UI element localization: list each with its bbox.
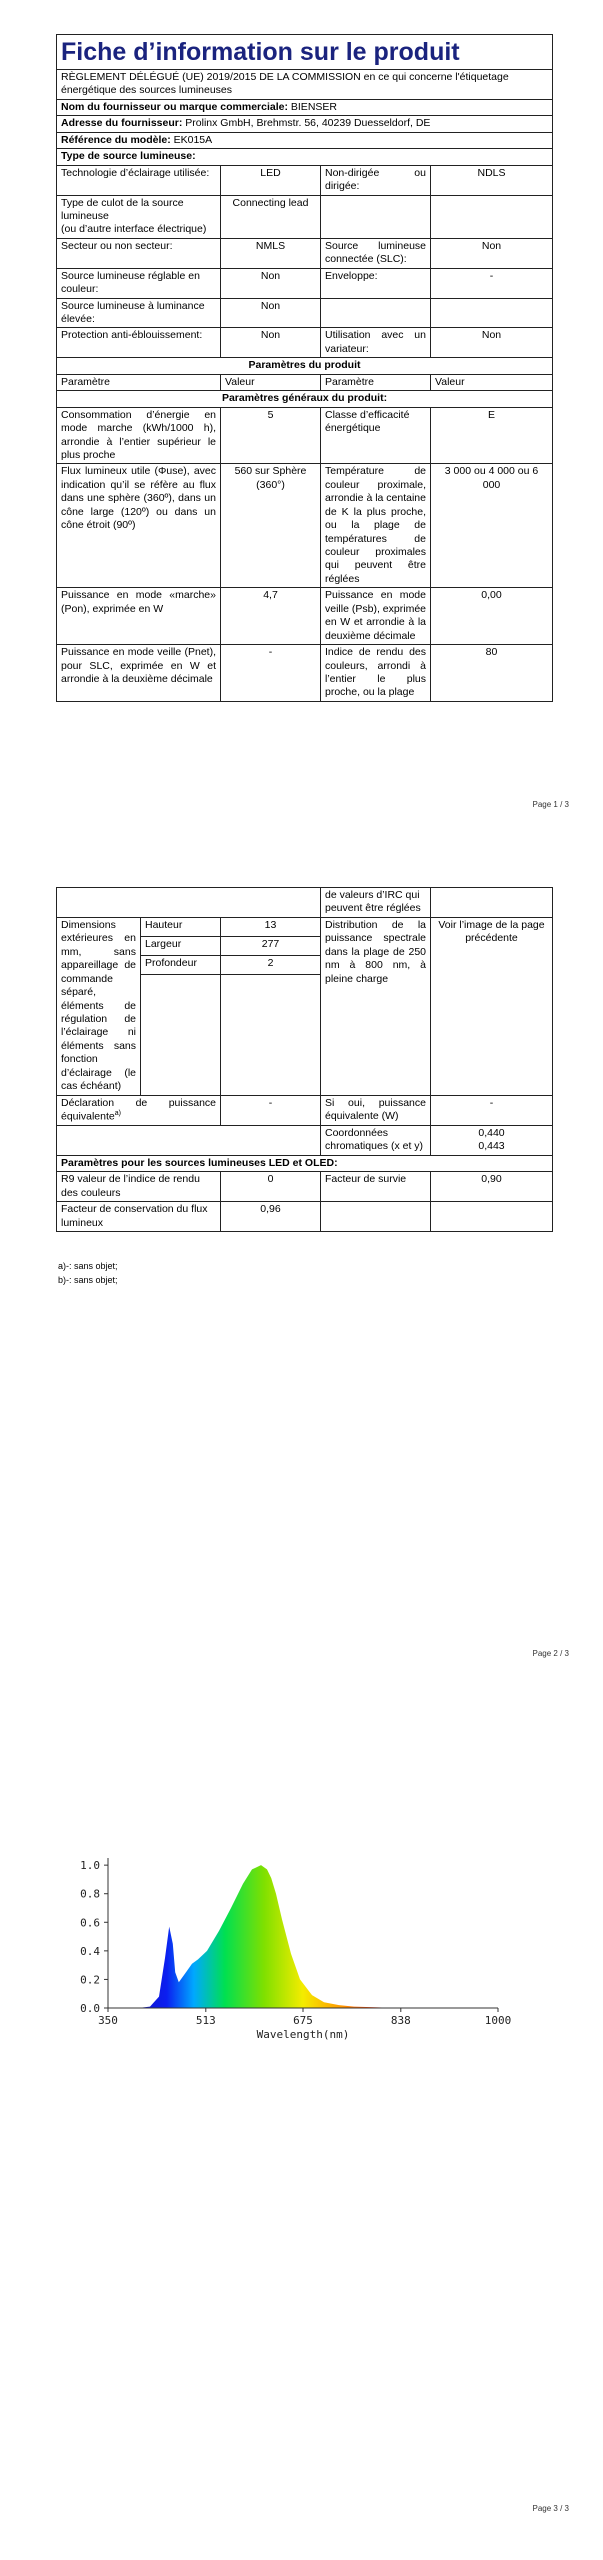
flux-label: Flux lumineux utile (Φuse), avec indication qu’il se réfère au flux dans une sphère (360º), dans un cône large (120º) ou dans un cône étroit (90º) xyxy=(57,464,221,588)
x-axis-label: Wavelength(nm) xyxy=(256,2028,350,2041)
power-on-label: Puissance en mode «marche» (Pon), exprimée en W xyxy=(57,588,221,645)
efficiency-label: Classe d’efficacité énergétique xyxy=(321,407,431,464)
footnote-a: a)-: sans objet; xyxy=(58,1261,118,1271)
depth-value: 2 xyxy=(221,955,321,974)
col-param-header: Paramètre xyxy=(321,374,431,390)
lumen-maintenance-label: Facteur de conservation du flux lumineux xyxy=(57,1202,221,1232)
dimensions-label: Dimensions extérieures en mm, sans appareillage de commande séparé, éléments de régulation de l’éclairage ni éléments sans fonction d’éclairage (le cas échéant) xyxy=(57,917,141,1095)
tech-label: Technologie d’éclairage utilisée: xyxy=(57,165,221,195)
cct-value: 3 000 ou 4 000 ou 6 000 xyxy=(431,464,553,588)
depth-label: Profondeur xyxy=(141,955,221,974)
col-value-header: Valeur xyxy=(221,374,321,390)
page-3 xyxy=(0,1706,603,2560)
envelope-value: - xyxy=(431,268,553,298)
energy-value: 5 xyxy=(221,407,321,464)
empty-cell xyxy=(431,888,553,918)
anti-glare-label: Protection anti-éblouissement: xyxy=(57,328,221,358)
empty-cell xyxy=(321,298,431,328)
model-label: Référence du modèle: xyxy=(61,133,171,146)
cap-label-cell xyxy=(57,195,221,238)
page-1 xyxy=(0,0,603,853)
cri-label-continued: de valeurs d’IRC qui peuvent être réglées xyxy=(321,888,431,918)
chromaticity-x: 0,440 xyxy=(478,1126,505,1139)
x-tick-label: 1000 xyxy=(484,2014,512,2027)
width-label: Largeur xyxy=(141,936,221,955)
dimmer-value: Non xyxy=(431,328,553,358)
model-row xyxy=(57,132,553,148)
colour-tunable-value: Non xyxy=(221,268,321,298)
info-table-part-2 xyxy=(56,887,553,1232)
width-value: 277 xyxy=(221,936,321,955)
height-label: Hauteur xyxy=(141,917,221,936)
equivalent-watt-label: Si oui, puissance équivalente (W) xyxy=(321,1095,431,1125)
cap-value: Connecting lead xyxy=(221,195,321,238)
source-type-heading: Type de source lumineuse: xyxy=(57,149,553,165)
survival-value: 0,90 xyxy=(431,1172,553,1202)
cri-label: Indice de rendu des couleurs, arrondi à l’entier le plus proche, ou la plage xyxy=(321,645,431,702)
params-heading: Paramètres du produit xyxy=(57,358,553,374)
r9-value: 0 xyxy=(221,1172,321,1202)
empty-cell xyxy=(431,298,553,328)
col-param-header: Paramètre xyxy=(57,374,221,390)
chromaticity-label: Coordonnées chromatiques (x et y) xyxy=(321,1125,431,1155)
chromaticity-value xyxy=(431,1125,553,1155)
lumen-maintenance-value: 0,96 xyxy=(221,1202,321,1232)
y-tick-label: 0.0 xyxy=(80,2002,100,2015)
model-value: EK015A xyxy=(173,133,213,146)
dimmer-label: Utilisation avec un variateur: xyxy=(321,328,431,358)
cct-label: Température de couleur proximale, arrondie à la centaine de K la plus proche, ou la plage de températures de couleur proximales qui peuvent être réglées xyxy=(321,464,431,588)
general-params-heading: Paramètres généraux du produit: xyxy=(57,391,553,407)
flux-value: 560 sur Sphère (360°) xyxy=(221,464,321,588)
empty-cell xyxy=(57,1125,321,1155)
supplier-name-row xyxy=(57,99,553,115)
efficiency-value: E xyxy=(431,407,553,464)
equivalent-power-text: Déclaration de puissance équivalente xyxy=(61,1096,216,1123)
empty-cell xyxy=(321,1202,431,1232)
anti-glare-value: Non xyxy=(221,328,321,358)
r9-label: R9 valeur de l’indice de rendu des couleurs xyxy=(57,1172,221,1202)
colour-tunable-label: Source lumineuse réglable en couleur: xyxy=(57,268,221,298)
empty-cell xyxy=(431,1202,553,1232)
supplier-name-label: Nom du fournisseur ou marque commerciale: xyxy=(61,100,288,113)
spd-label: Distribution de la puissance spectrale dans la plage de 250 nm à 800 nm, à pleine charge xyxy=(321,917,431,1095)
spd-value: Voir l’image de la page précédente xyxy=(431,917,553,1095)
standby-value: 0,00 xyxy=(431,588,553,645)
x-tick-label: 675 xyxy=(293,2014,313,2027)
directional-label: Non-dirigée ou dirigée: xyxy=(321,165,431,195)
net-standby-label: Puissance en mode veille (Pnet), pour SLC, exprimée en W et arrondie à la deuxième décimale xyxy=(57,645,221,702)
energy-label: Consommation d’énergie en mode marche (kWh/1000 h), arrondie à l’entier supérieur le plus proche xyxy=(57,407,221,464)
height-value: 13 xyxy=(221,917,321,936)
equivalent-power-label: Déclaration de puissance équivalente$^{a)}$ xyxy=(57,1095,221,1125)
spectrum-area xyxy=(108,1865,498,2008)
footnotes xyxy=(58,1259,118,1288)
high-luminance-value: Non xyxy=(221,298,321,328)
empty-cell xyxy=(431,195,553,238)
page-number: Page 2 / 3 xyxy=(532,1649,569,1658)
page-2 xyxy=(0,853,603,1706)
cap-label: Type de culot de la source lumineuse xyxy=(61,196,184,222)
empty-cell xyxy=(321,195,431,238)
x-tick-label: 350 xyxy=(98,2014,118,2027)
x-tick-label: 513 xyxy=(195,2014,216,2027)
directional-value: NDLS xyxy=(431,165,553,195)
footnote-b: b)-: sans objet; xyxy=(58,1275,118,1286)
supplier-address-label: Adresse du fournisseur: xyxy=(61,117,183,130)
standby-label: Puissance en mode veille (Psb), exprimée en W et arrondie à la deuxième décimale xyxy=(321,588,431,645)
high-luminance-label: Source lumineuse à luminance élevée: xyxy=(57,298,221,328)
mains-label: Secteur ou non secteur: xyxy=(57,238,221,268)
supplier-name-value: BIENSER xyxy=(290,100,337,113)
led-params-heading: Paramètres pour les sources lumineuses LED et OLED: xyxy=(57,1155,553,1171)
y-tick-label: 0.8 xyxy=(80,1887,100,1901)
tech-value: LED xyxy=(221,165,321,195)
chromaticity-y: 0,443 xyxy=(478,1140,505,1153)
page-number: Page 1 / 3 xyxy=(532,800,569,809)
info-table-part-1 xyxy=(56,34,553,702)
supplier-address-value: Prolinx GmbH, Brehmstr. 56, 40239 Duesseldorf, DE xyxy=(185,117,431,130)
col-value-header: Valeur xyxy=(431,374,553,390)
empty-cell xyxy=(141,974,221,1095)
y-tick-label: 1.0 xyxy=(80,1859,100,1873)
supplier-address-row xyxy=(57,116,553,132)
y-tick-label: 0.4 xyxy=(80,1944,100,1958)
equivalent-power-value: - xyxy=(221,1095,321,1125)
equivalent-watt-value: - xyxy=(431,1095,553,1125)
y-tick-label: 0.6 xyxy=(80,1916,100,1930)
power-on-value: 4,7 xyxy=(221,588,321,645)
regulation-text: RÈGLEMENT DÉLÉGUÉ (UE) 2019/2015 DE LA COMMISSION en ce qui concerne l'étiquetage énergétique des sources lumineuses xyxy=(57,70,553,100)
empty-cell xyxy=(221,974,321,1095)
page-number: Page 3 / 3 xyxy=(532,2504,569,2513)
chart-plot-area xyxy=(80,1858,511,2041)
envelope-label: Enveloppe: xyxy=(321,268,431,298)
connected-value: Non xyxy=(431,238,553,268)
cri-value: 80 xyxy=(431,645,553,702)
survival-label: Facteur de survie xyxy=(321,1172,431,1202)
connected-label: Source lumineuse connectée (SLC): xyxy=(321,238,431,268)
cap-label-note: (ou d’autre interface électrique) xyxy=(61,223,207,236)
net-standby-value: - xyxy=(221,645,321,702)
mains-value: NMLS xyxy=(221,238,321,268)
spectral-distribution-chart xyxy=(70,1850,530,2050)
x-tick-label: 838 xyxy=(390,2014,411,2027)
y-tick-label: 0.2 xyxy=(80,1973,100,1987)
page-title: Fiche d’information sur le produit xyxy=(57,35,553,70)
empty-cell xyxy=(57,888,321,918)
